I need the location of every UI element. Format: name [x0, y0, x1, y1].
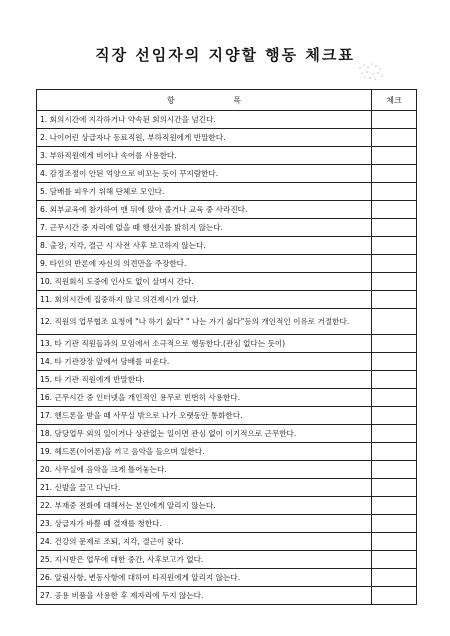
row-item-text: 17. 핸드폰을 받을 때 사무실 밖으로 나가 오랫동안 통화한다. [37, 407, 372, 425]
row-item-text: 5. 담배를 피우기 위해 단체로 모인다. [37, 183, 372, 201]
row-check-cell[interactable] [372, 479, 417, 497]
row-item-text: 11. 회의시간에 집중하지 않고 의견제시가 없다. [37, 291, 372, 309]
row-check-cell[interactable] [372, 587, 417, 605]
row-item-text: 27. 공용 비품을 사용한 후 제자리에 두지 않는다. [37, 587, 372, 605]
table-row [37, 353, 417, 371]
row-check-cell[interactable] [372, 165, 417, 183]
table-row [37, 129, 417, 147]
row-item-text: 26. 알림사항, 변동사항에 대하여 타직원에게 알리지 않는다. [37, 569, 372, 587]
row-check-cell[interactable] [372, 497, 417, 515]
row-check-cell[interactable] [372, 425, 417, 443]
table-row [37, 255, 417, 273]
table-row [37, 147, 417, 165]
document-title: 직장 선임자의 지양할 행동 체크표 [95, 46, 355, 64]
row-check-cell[interactable] [372, 407, 417, 425]
faint-stamp-mark [356, 60, 386, 82]
row-check-cell[interactable] [372, 461, 417, 479]
row-check-cell[interactable] [372, 201, 417, 219]
row-check-cell[interactable] [372, 569, 417, 587]
row-item-text: 6. 외부교육에 참가하여 맨 뒤에 앉아 졸거나 교육 중 사라진다. [37, 201, 372, 219]
table-row [37, 389, 417, 407]
table-row [37, 201, 417, 219]
checklist-table [36, 89, 417, 605]
row-check-cell[interactable] [372, 147, 417, 165]
row-check-cell[interactable] [372, 255, 417, 273]
row-item-text: 2. 나이어린 상급자나 동료직원, 부하직원에게 반말한다. [37, 129, 372, 147]
table-row [37, 497, 417, 515]
row-item-text: 22. 부재중 전화에 대해서는 본인에게 알리지 않는다. [37, 497, 372, 515]
row-check-cell[interactable] [372, 443, 417, 461]
table-row [37, 371, 417, 389]
row-item-text: 23. 상급자가 바쁠 때 결재를 청한다. [37, 515, 372, 533]
row-check-cell[interactable] [372, 309, 417, 335]
table-row [37, 569, 417, 587]
row-item-text: 1. 회의시간에 지각하거나 약속된 회의시간을 넘긴다. [37, 111, 372, 129]
table-row [37, 443, 417, 461]
row-item-text: 16. 근무시간 중 인터넷을 개인적인 용무로 빈번히 사용한다. [37, 389, 372, 407]
row-check-cell[interactable] [372, 335, 417, 353]
table-row [37, 533, 417, 551]
row-item-text: 21. 신발을 끌고 다닌다. [37, 479, 372, 497]
row-item-text: 13. 타 기관 직원들과의 모임에서 소극적으로 행동한다.(관심 없다는 듯이) [37, 335, 372, 353]
row-check-cell[interactable] [372, 389, 417, 407]
table-row [37, 335, 417, 353]
header-item: 항 목 [37, 90, 372, 111]
row-item-text: 14. 타 기관장장 앞에서 담배를 피운다. [37, 353, 372, 371]
row-item-text: 18. 담당업무 외의 일이거나 상관없는 일이면 관심 없이 이기적으로 근무한다. [37, 425, 372, 443]
row-check-cell[interactable] [372, 515, 417, 533]
row-item-text: 25. 지시받은 업무에 대한 중간, 사후보고가 없다. [37, 551, 372, 569]
row-check-cell[interactable] [372, 291, 417, 309]
row-check-cell[interactable] [372, 273, 417, 291]
row-check-cell[interactable] [372, 219, 417, 237]
row-item-text: 20. 사무실에 음악을 크게 틀어놓는다. [37, 461, 372, 479]
row-check-cell[interactable] [372, 551, 417, 569]
row-check-cell[interactable] [372, 371, 417, 389]
row-check-cell[interactable] [372, 353, 417, 371]
table-row [37, 273, 417, 291]
row-item-text: 7. 근무시간 중 자리에 없을 때 행선지를 밝히지 않는다. [37, 219, 372, 237]
table-row [37, 309, 417, 335]
table-row [37, 425, 417, 443]
row-item-text: 9. 타인의 반론에 자신의 의견만을 주장한다. [37, 255, 372, 273]
row-item-text: 19. 헤드폰(이어폰)을 끼고 음악을 들으며 일한다. [37, 443, 372, 461]
table-row [37, 219, 417, 237]
table-row [37, 111, 417, 129]
table-row [37, 551, 417, 569]
table-row [37, 291, 417, 309]
header-check: 체크 [372, 90, 417, 111]
row-check-cell[interactable] [372, 111, 417, 129]
row-item-text: 12. 직원의 업무협조 요청에 "나 하기 싫다" " 나는 가기 싫다"등의 개인적인 이유로 거절한다. [37, 309, 372, 335]
row-item-text: 4. 감정조절이 안된 억양으로 비꼬는 듯이 꾸지람한다. [37, 165, 372, 183]
row-check-cell[interactable] [372, 183, 417, 201]
checklist-body [37, 111, 417, 605]
table-row [37, 165, 417, 183]
table-row [37, 479, 417, 497]
row-check-cell[interactable] [372, 533, 417, 551]
table-row [37, 237, 417, 255]
table-row [37, 407, 417, 425]
table-row [37, 515, 417, 533]
row-item-text: 3. 부하직원에게 비어나 속어를 사용한다. [37, 147, 372, 165]
row-item-text: 24. 건강의 문제로 조퇴, 지각, 결근이 잦다. [37, 533, 372, 551]
table-row [37, 183, 417, 201]
table-header-row [37, 90, 417, 111]
table-row [37, 587, 417, 605]
row-check-cell[interactable] [372, 129, 417, 147]
table-row [37, 461, 417, 479]
row-item-text: 10. 직원회식 도중에 인사도 없이 살며시 간다. [37, 273, 372, 291]
row-item-text: 15. 타 기관 직원에게 반말한다. [37, 371, 372, 389]
row-check-cell[interactable] [372, 237, 417, 255]
row-item-text: 8. 출장, 지각, 결근 시 사전 사후 보고하지 않는다. [37, 237, 372, 255]
